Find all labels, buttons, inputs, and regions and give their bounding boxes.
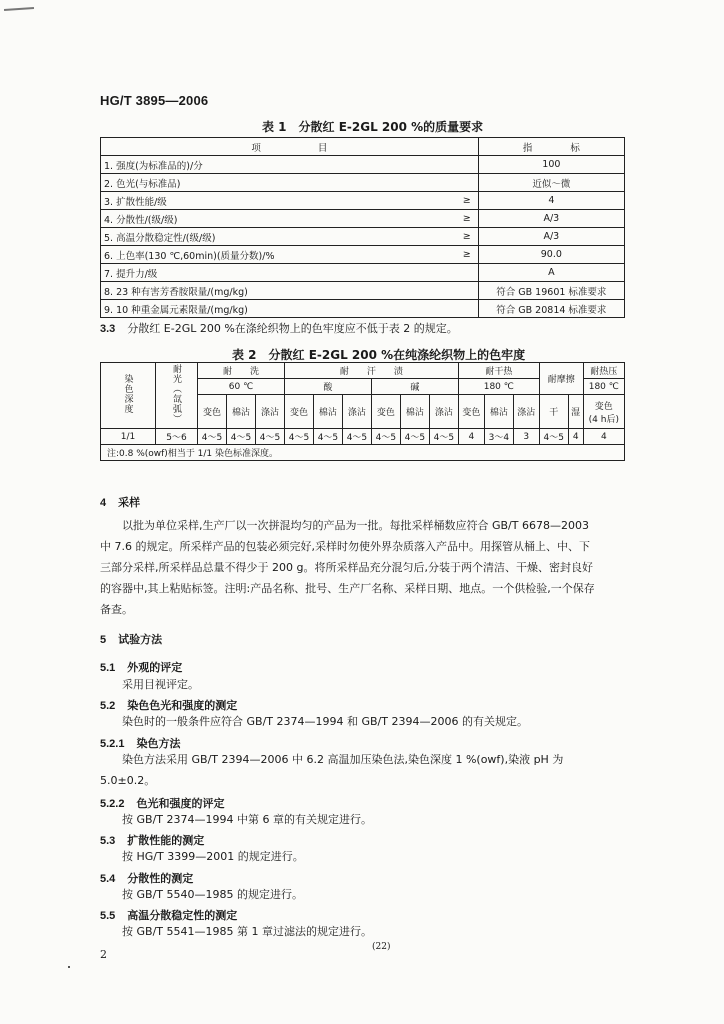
sweat-header: 耐 汗 渍 <box>284 363 458 379</box>
sub-polyester: 涤沾 <box>429 395 458 429</box>
cell: 4～5 <box>226 429 255 445</box>
sub-change: 变色 <box>371 395 400 429</box>
item-cell: 7. 提升力/级 <box>101 264 456 282</box>
body-line: 的容器中,其上粘贴标签。注明:产品名称、批号、生产厂名称、采样日期、地点。一个供检验,一个保存 <box>100 582 595 595</box>
value-cell: 100 <box>478 156 624 174</box>
section-number: 5.4 <box>100 873 116 885</box>
page-code: (22) <box>372 942 391 952</box>
table2-caption: 表 2 分散红 E-2GL 200 %在纯涤纶织物上的色牢度 <box>232 348 526 362</box>
table-row <box>101 246 625 264</box>
item-cell: 1. 强度(为标准品的)/分 <box>101 156 456 174</box>
table-header-row <box>101 138 625 156</box>
section-number: 5.1 <box>100 662 116 674</box>
section-title: 染色色光和强度的测定 <box>127 699 238 712</box>
ge-cell: ≥ <box>456 228 479 246</box>
sub-dry: 干 <box>539 395 568 429</box>
value-cell: 符合 GB 20814 标准要求 <box>478 300 624 318</box>
color-fastness-table <box>100 362 625 461</box>
cell: 4 <box>568 429 583 445</box>
section-title: 高温分散稳定性的测定 <box>127 909 238 922</box>
cell: 4 <box>458 429 484 445</box>
scan-artifact <box>4 7 34 11</box>
table-row <box>101 174 625 192</box>
table1-caption: 表 1 分散红 E-2GL 200 %的质量要求 <box>262 120 484 134</box>
item-cell: 6. 上色率(130 ℃,60min)(质量分数)/% <box>101 246 456 264</box>
table-row <box>101 192 625 210</box>
col-item-header: 项 目 <box>101 138 479 156</box>
sub-press <box>583 395 624 429</box>
light-header <box>156 363 198 429</box>
cell: 4～5 <box>371 429 400 445</box>
sub-change: 变色 <box>284 395 313 429</box>
value-cell: A <box>478 264 624 282</box>
cell: 3 <box>513 429 539 445</box>
item-cell: 4. 分散性/(级/级) <box>101 210 456 228</box>
section-title: 色光和强度的评定 <box>136 797 225 810</box>
table-note: 注:0.8 %(owf)相当于 1/1 染色标准深度。 <box>101 445 625 461</box>
section-5-2-1-body: 染色方法采用 GB/T 2394—2006 中 6.2 高温加压染色法,染色深度 1 %(owf),染液 pH 为 <box>122 753 564 766</box>
value-cell: 90.0 <box>478 246 624 264</box>
depth-header-text: 染色深度 <box>122 374 133 414</box>
section-4-heading <box>100 494 140 510</box>
clause-3-3 <box>100 318 458 340</box>
section-5-2-body: 染色时的一般条件应符合 GB/T 2374—1994 和 GB/T 2394—2006 的有关规定。 <box>122 715 528 728</box>
section-5-2-1-body-cont: 5.0±0.2。 <box>100 774 156 787</box>
item-cell: 5. 高温分散稳定性/(级/级) <box>101 228 456 246</box>
value-cell: A/3 <box>478 210 624 228</box>
cell: 3～4 <box>484 429 513 445</box>
table-row <box>101 228 625 246</box>
dryheat-temp: 180 ℃ <box>458 379 539 395</box>
section-number: 5.3 <box>100 835 116 847</box>
ge-cell: ≥ <box>456 192 479 210</box>
section-5-5-body: 按 GB/T 5541—1985 第 1 章过滤法的规定进行。 <box>122 925 372 938</box>
cell-light: 5～6 <box>156 429 198 445</box>
cell-depth: 1/1 <box>101 429 156 445</box>
cell: 4～5 <box>400 429 429 445</box>
ge-cell: ≥ <box>456 246 479 264</box>
sub-polyester: 涤沾 <box>342 395 371 429</box>
scan-speck <box>68 966 70 968</box>
table-row <box>101 264 625 282</box>
rub-header: 耐摩擦 <box>539 363 583 395</box>
item-cell: 9. 10 种重金属元素限量/(mg/kg) <box>101 300 456 318</box>
page-number: 2 <box>100 948 107 961</box>
ge-cell <box>456 174 479 192</box>
clause-text: 分散红 E-2GL 200 %在涤纶织物上的色牢度应不低于表 2 的规定。 <box>127 322 458 335</box>
cell: 4～5 <box>342 429 371 445</box>
table-row <box>101 300 625 318</box>
section-title: 扩散性能的测定 <box>127 834 205 847</box>
body-line: 中 7.6 的规定。所采样产品的包装必须完好,采样时勿使外界杂质落入产品中。用探管从桶上、中、下 <box>100 540 590 553</box>
cell: 4～5 <box>313 429 342 445</box>
alkali-header: 碱 <box>371 379 458 395</box>
wash-header: 耐 洗 <box>198 363 285 379</box>
table-row <box>101 156 625 174</box>
section-5-1-body: 采用目视评定。 <box>122 678 199 691</box>
sub-cotton: 棉沾 <box>226 395 255 429</box>
table-row <box>101 429 625 445</box>
section-number: 5.2.1 <box>100 738 125 750</box>
value-cell: A/3 <box>478 228 624 246</box>
value-cell: 4 <box>478 192 624 210</box>
ge-cell <box>456 264 479 282</box>
ge-cell <box>456 300 479 318</box>
item-cell: 3. 扩散性能/级 <box>101 192 456 210</box>
section-number: 5.5 <box>100 910 116 922</box>
section-5-1-heading <box>100 659 182 675</box>
sub-change: 变色 <box>198 395 227 429</box>
sub-polyester: 涤沾 <box>513 395 539 429</box>
ge-cell <box>456 282 479 300</box>
section-title: 分散性的测定 <box>127 872 194 885</box>
section-5-heading <box>100 631 162 647</box>
quality-requirements-table <box>100 137 625 318</box>
cell: 4～5 <box>539 429 568 445</box>
section-number: 5.2.2 <box>100 798 125 810</box>
value-cell: 符合 GB 19601 标准要求 <box>478 282 624 300</box>
body-line: 以批为单位采样,生产厂以一次拼混均匀的产品为一批。每批采样桶数应符合 GB/T 6678—2003 <box>122 519 589 532</box>
clause-number: 3.3 <box>100 323 116 335</box>
sub-press-change: 变色 <box>594 401 613 412</box>
section-number: 5.2 <box>100 700 116 712</box>
dryheat-header: 耐干热 <box>458 363 539 379</box>
section-5-2-2-body: 按 GB/T 2374—1994 中第 6 章的有关规定进行。 <box>122 813 372 826</box>
body-line: 备查。 <box>100 603 133 616</box>
sub-polyester: 涤沾 <box>255 395 284 429</box>
light-header-text: 耐光（氙弧） <box>171 364 181 424</box>
sub-change: 变色 <box>458 395 484 429</box>
section-number: 5 <box>100 634 107 646</box>
sub-wet: 湿 <box>568 395 583 429</box>
sub-cotton: 棉沾 <box>484 395 513 429</box>
sub-cotton: 棉沾 <box>400 395 429 429</box>
cell: 4～5 <box>429 429 458 445</box>
section-4-body <box>100 515 595 620</box>
section-5-4-body: 按 GB/T 5540—1985 的规定进行。 <box>122 888 303 901</box>
cell: 4～5 <box>255 429 284 445</box>
acid-header: 酸 <box>284 379 371 395</box>
section-5-3-body: 按 HG/T 3399—2001 的规定进行。 <box>122 850 304 863</box>
table-row <box>101 210 625 228</box>
ge-cell <box>456 156 479 174</box>
section-title: 染色方法 <box>136 737 181 750</box>
section-number: 4 <box>100 497 107 509</box>
cell: 4 <box>583 429 624 445</box>
depth-header <box>101 363 156 429</box>
section-title: 试验方法 <box>118 633 163 646</box>
sub-cotton: 棉沾 <box>313 395 342 429</box>
cell: 4～5 <box>284 429 313 445</box>
section-title: 外观的评定 <box>127 661 183 674</box>
wash-temp: 60 ℃ <box>198 379 285 395</box>
press-temp: 180 ℃ <box>583 379 624 395</box>
value-cell: 近似～微 <box>478 174 624 192</box>
press-header: 耐热压 <box>583 363 624 379</box>
sub-press-time: (4 h后) <box>588 414 619 425</box>
item-cell: 8. 23 种有害芳香胺限量/(mg/kg) <box>101 282 456 300</box>
col-index-header: 指 标 <box>478 138 624 156</box>
section-title: 采样 <box>118 496 141 509</box>
cell: 4～5 <box>198 429 227 445</box>
standard-number: HG/T 3895—2006 <box>100 93 209 108</box>
item-cell: 2. 色光(与标准品) <box>101 174 456 192</box>
body-line: 三部分采样,所采样品总量不得少于 200 g。将所采样品充分混匀后,分装于两个清洁、干燥、密封良好 <box>100 561 593 574</box>
ge-cell: ≥ <box>456 210 479 228</box>
table-row <box>101 282 625 300</box>
